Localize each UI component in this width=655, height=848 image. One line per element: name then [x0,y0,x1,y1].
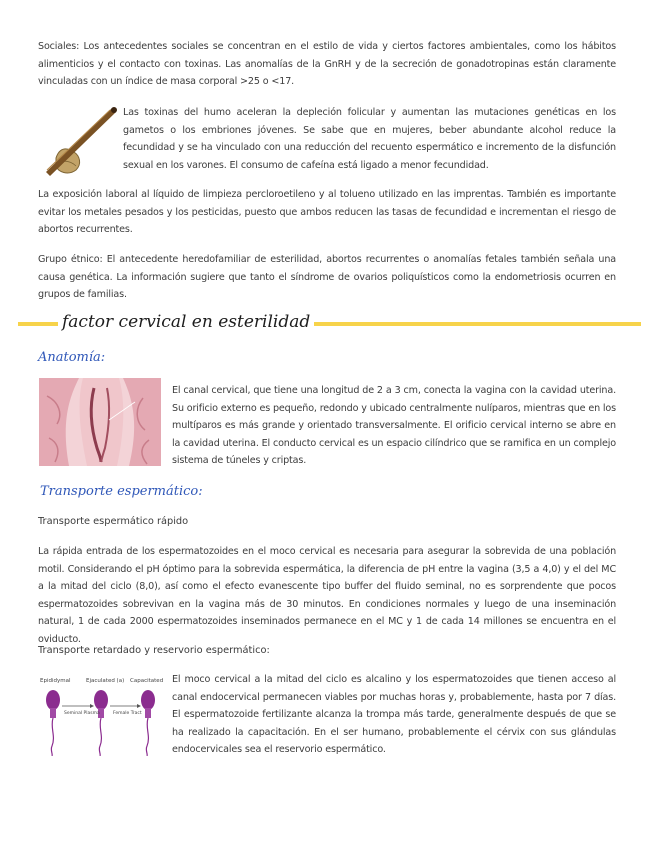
paragraph-laboral: La exposición laboral al líquido de limpieza percloroetileno y al tolueno utilizado en las imprentas. También es importante evitar los metales pesados y los pesticidas, puesto que ambos reducen las tasas de fecundidad e incrementan el riesgo de abortos recurrentes. [38,189,616,235]
paragraph-grupo-etnico: Grupo étnico: El antecedente heredofamiliar de esterilidad, abortos recurrentes o anomalías fetales también señala una causa genética. La información sugiere que tanto el síndrome de ovarios poliquísticos como la endometriosis ocurren en grupos de familias. [38,254,616,300]
heading-transporte: Transporte espermático: [40,484,203,499]
label-ejaculated: Ejaculated (a) [86,678,125,684]
paragraph-anatomia: El canal cervical, que tiene una longitud de 2 a 3 cm, conecta la vagina con la cavidad uterina. Su orificio externo es pequeño, redondo y ubicado centralmente nulíparos, mientras que en los multíparos es más grande y orientado transversalmente. El orificio cervical interno se abre en la cavidad uterina. El conducto cervical es un espacio cilíndrico que se ramifica en un complejo sistema de túneles y criptas. [172,385,617,466]
label-female-tract: Female Tract [113,711,142,716]
label-epididymal: Epididymal [40,678,71,684]
heading-anatomia: Anatomía: [38,350,106,365]
label-capacitated: Capacitated [130,678,164,684]
sperm-cell-1 [46,690,60,756]
section-title: factor cervical en esterilidad [58,312,314,332]
cigar-image [38,102,118,178]
label-seminal-plasma: Seminal Plasma [64,711,100,716]
sperm-cell-3 [141,690,155,756]
paragraph-toxinas: Las toxinas del humo aceleran la depleción folicular y aumentan las mutaciones genéticas en los gametos o los embriones jóvenes. Se sabe que en mujeres, beber abundante alcohol reduce la fecundidad y se ha vinculado con una reducción del recuento espermático e incremento de la disfunción sexual en los varones. El consumo de cafeína está ligado a menor fecundidad. [123,107,616,171]
subheading-rapido: Transporte espermático rápido [38,516,189,527]
subheading-retardado: Transporte retardado y reservorio espermático: [38,645,270,656]
cervix-anatomy-image [39,378,161,466]
sperm-cell-2 [94,690,108,756]
paragraph-sociales: Sociales: Los antecedentes sociales se concentran en el estilo de vida y ciertos factores ambientales, como los hábitos alimenticios y el contacto con toxinas. Las anomalías de la GnRH y de la secreción de gonadotropinas están claramente vinculadas con un índice de masa corporal >25 o <17. [38,41,616,87]
sperm-transport-figure [38,674,168,756]
paragraph-rapido: La rápida entrada de los espermatozoides en el moco cervical es necesaria para asegurar la sobrevida de una población motil. Considerando el pH óptimo para la sobrevida espermática, la diferencia de pH entre la vagina (3,5 a 4,0) y el del MC a la mitad del ciclo (8,0), así como el efecto evanescente tipo buffer del fluido seminal, no es sorprendente que pocos espermatozoides sobrevivan en la vagina más de 30 minutos. En condiciones normales y luego de una inseminación natural, 1 de cada 2000 espermatozoides inseminados permanece en el MC y 1 de cada 14 millones se encuentra en el oviducto. [38,546,616,645]
paragraph-retardado: El moco cervical a la mitad del ciclo es alcalino y los espermatozoides que tienen acceso al canal endocervical permanecen viables por muchas horas y, probablemente, hasta por 7 días. El espermatozoide fertilizante alcanza la trompa más tarde, generalmente después de que se ha realizado la capacitación. En el ser humano, probablemente el cérvix con sus glándulas endocervicales sea el reservorio espermático. [172,674,616,755]
